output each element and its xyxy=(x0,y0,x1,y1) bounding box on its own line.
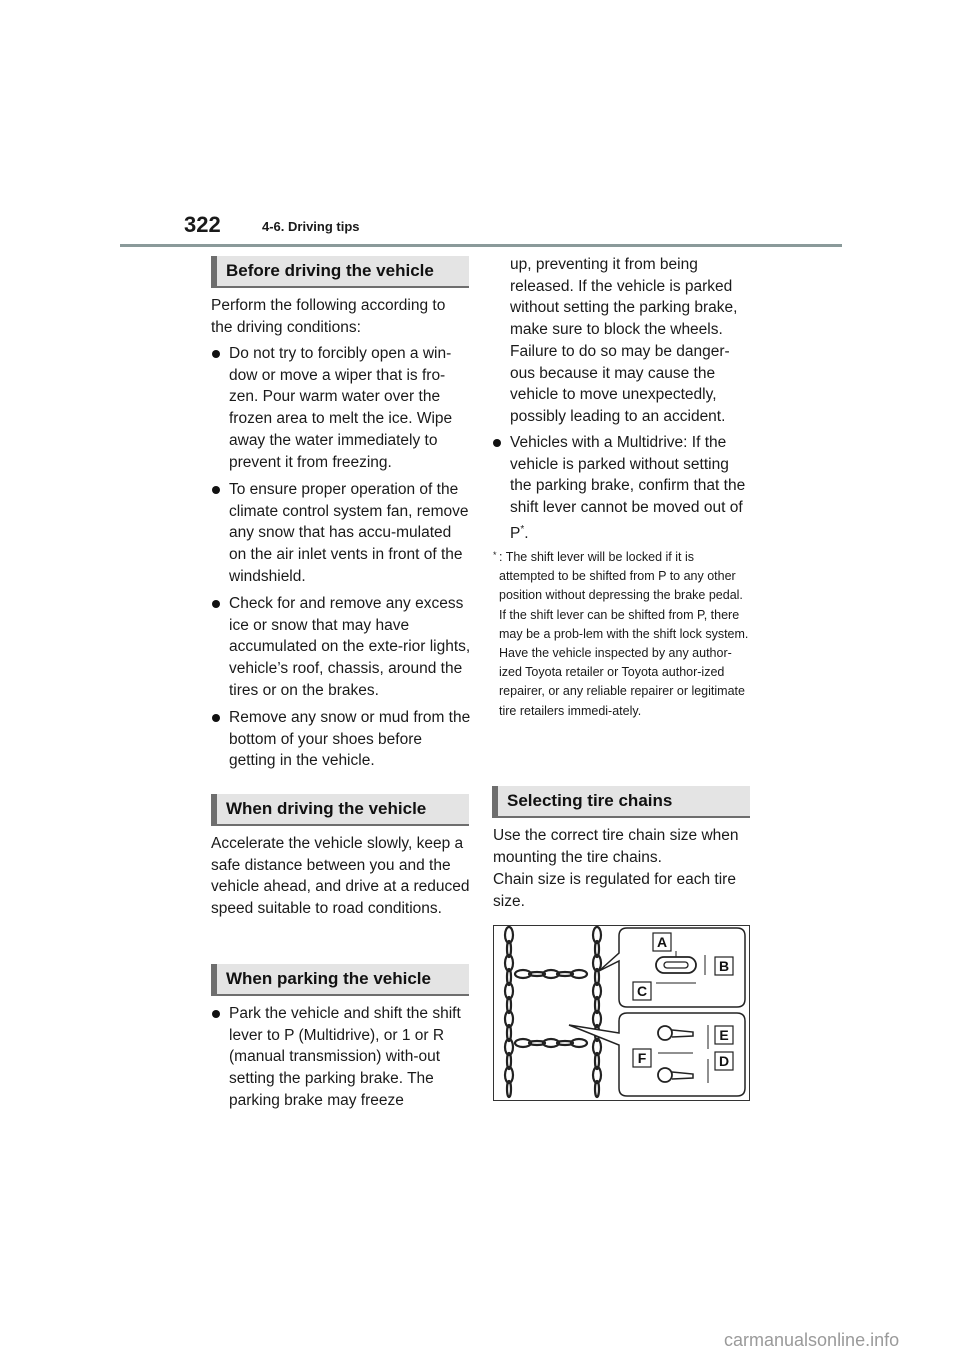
page-number: 322 xyxy=(184,212,221,237)
bullet-item xyxy=(212,593,471,702)
footnote-ref: * xyxy=(520,523,525,535)
driving-text: Accelerate the vehicle slowly, keep a safe distance between you and the vehicle ahead, and drive at a reduced speed suitable to road conditions. xyxy=(211,835,470,918)
bullet-item xyxy=(212,1003,471,1112)
chains-text-1: Use the correct tire chain size when mounting the tire chains. xyxy=(493,827,739,866)
multidrive-text-end: . xyxy=(524,524,529,542)
bullet-text: Park the vehicle and shift the shift lever to P (Multidrive), or 1 or R (manual transmission) with-out setting the parking brake. The parking brake may freeze xyxy=(229,1005,461,1109)
heading-selecting-tire-chains: Selecting tire chains xyxy=(492,786,750,818)
bullet-dot xyxy=(212,1010,220,1018)
bullet-dot xyxy=(212,350,220,358)
bullet-text: Check for and remove any excess ice or snow that may have accumulated on the exte-rior lights, vehicle’s roof, chassis, around the tires or on the brakes. xyxy=(229,595,471,699)
figure-label-e: E xyxy=(719,1027,729,1043)
figure-label-c: C xyxy=(636,983,648,999)
watermark: carmanualsonline.info xyxy=(724,1330,900,1350)
heading-before-driving: Before driving the vehicle xyxy=(211,256,469,288)
bullet-dot xyxy=(212,600,220,608)
bullet-text: Do not try to forcibly open a win-dow or move a wiper that is fro-zen. Pour warm water over the frozen area to melt the ice. Wipe away the water immediately to prevent it from freezing. xyxy=(229,345,453,471)
multidrive-text: Vehicles with a Multidrive: If the vehicle is parked without setting the parking brake, confirm that the shift lever cannot be moved out of P xyxy=(510,434,746,542)
figure-label-d: D xyxy=(718,1053,730,1069)
bullet-item xyxy=(212,707,471,772)
bullet-text xyxy=(510,432,751,545)
parking-continued-text: up, preventing it from being released. If the vehicle is parked without setting the parking brake, make sure to block the wheels. Failure to do so may be danger-ous because it may cause the vehicle to move unexpectedly, possibly leading to an accident. xyxy=(510,256,738,425)
header-rule xyxy=(120,244,842,247)
bullet-text: To ensure proper operation of the climate control system fan, remove any snow that has accu-mulated on the air inlet vents in front of the windshield. xyxy=(229,481,469,585)
bullet-item xyxy=(493,432,751,545)
callout-upper xyxy=(599,928,745,1007)
figure-label-b: B xyxy=(718,958,730,974)
heading-when-parking: When parking the vehicle xyxy=(211,964,469,996)
before-driving-intro: Perform the following according to the driving conditions: xyxy=(211,297,446,336)
footnote xyxy=(493,548,751,721)
figure-label-a: A xyxy=(656,934,668,950)
figure-label-f: F xyxy=(637,1050,647,1066)
bullet-dot xyxy=(212,714,220,722)
section-path: 4-6. Driving tips xyxy=(262,219,360,234)
footnote-mark: * xyxy=(493,550,497,560)
bullet-dot xyxy=(493,439,501,447)
footnote-text: : The shift lever will be locked if it is attempted to be shifted from P to any other position without depressing the brake pedal. If the shift lever can be shifted from P, there may be a prob-lem with the shift lock system. Have the vehicle inspected by any author-ized Toyota retailer or Toyota author-ized repairer, or any reliable repairer or legitimate tire retailers immedi-ately. xyxy=(499,550,749,718)
tire-chain-figure xyxy=(493,925,750,1101)
bullet-item xyxy=(212,343,471,473)
heading-when-driving: When driving the vehicle xyxy=(211,794,469,826)
bullet-dot xyxy=(212,486,220,494)
chains-text-2: Chain size is regulated for each tire size. xyxy=(493,871,736,910)
bullet-text: Remove any snow or mud from the bottom of your shoes before getting in the vehicle. xyxy=(229,709,471,770)
bullet-item xyxy=(212,479,471,588)
